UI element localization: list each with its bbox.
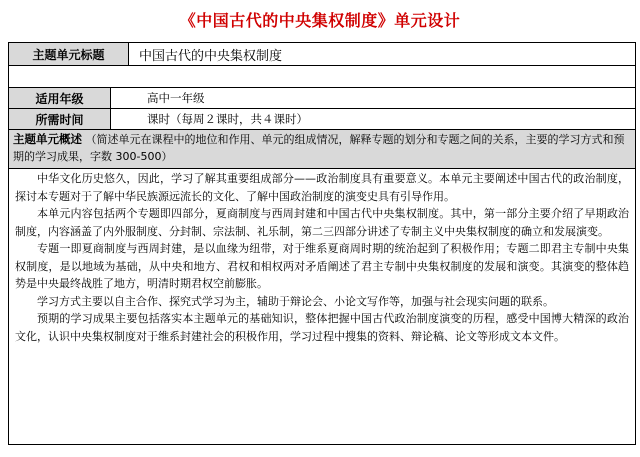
summary-body-row bbox=[9, 169, 635, 444]
theme-value: 中国古代的中央集权制度 bbox=[139, 48, 283, 64]
paragraph-4: 学习方式主要以自主合作、探究式学习为主，辅助于辩论会、小论文写作等，加强与社会现实问题的联系。 bbox=[37, 294, 554, 308]
paragraph-3: 专题一即夏商制度与西周封建，是以血缘为纽带，对于维系夏商周时期的统治起到了积极作用；专题二即君主专制中央集权制度，是以地域为基础，从中央和地方、君权和相权两对矛盾阐述了君主专制中央集权制度的发展和演变。其演变的整体趋势是中央最终战胜了地方，明清时期君权空前膨胀。 bbox=[15, 242, 629, 290]
summary-header bbox=[9, 130, 635, 168]
grade-value: 高中一年级 bbox=[147, 91, 205, 105]
unit-design-table bbox=[8, 42, 636, 445]
grade-row bbox=[9, 88, 635, 109]
summary-label: 主题单元概述 bbox=[13, 132, 82, 146]
time-row bbox=[9, 109, 635, 130]
paragraph-1: 中华文化历史悠久，因此，学习了解其重要组成部分——政治制度具有重要意义。本单元主要阐述中国古代的政治制度，探讨本专题对于了解中华民族源远流长的文化、了解中国政治制度的演变史具有引导作用。 bbox=[15, 172, 629, 203]
summary-body bbox=[9, 169, 635, 444]
document-title: 《中国古代的中央集权制度》单元设计 bbox=[179, 11, 461, 30]
time-label: 所需时间 bbox=[9, 109, 111, 129]
time-value: 课时（每周２课时，共４课时） bbox=[147, 112, 308, 126]
summary-hint: （简述单元在课程中的地位和作用、单元的组成情况，解释专题的划分和专题之间的关系，主要的学习方式和预期的学习成果，字数 300-500） bbox=[13, 133, 625, 163]
theme-row bbox=[9, 43, 635, 66]
empty-row bbox=[9, 66, 635, 88]
theme-label: 主题单元标题 bbox=[9, 43, 129, 65]
grade-label: 适用年级 bbox=[9, 88, 111, 108]
paragraph-2: 本单元内容包括两个专题即四部分，夏商制度与西周封建和中国古代中央集权制度。其中，第一部分主要介绍了早期政治制度，内容涵盖了内外服制度、分封制、宗法制、礼乐制，第二三四部分讲述了专制主义中央集权制度的确立和发展演变。 bbox=[15, 207, 629, 238]
summary-row bbox=[9, 130, 635, 169]
paragraph-5: 预期的学习成果主要包括落实本主题单元的基础知识，整体把握中国古代政治制度演变的历程，感受中国博大精深的政治文化，认识中央集权制度对于维系封建社会的积极作用，学习过程中搜集的资料、辩论稿、论文等形成文本文件。 bbox=[15, 312, 629, 343]
